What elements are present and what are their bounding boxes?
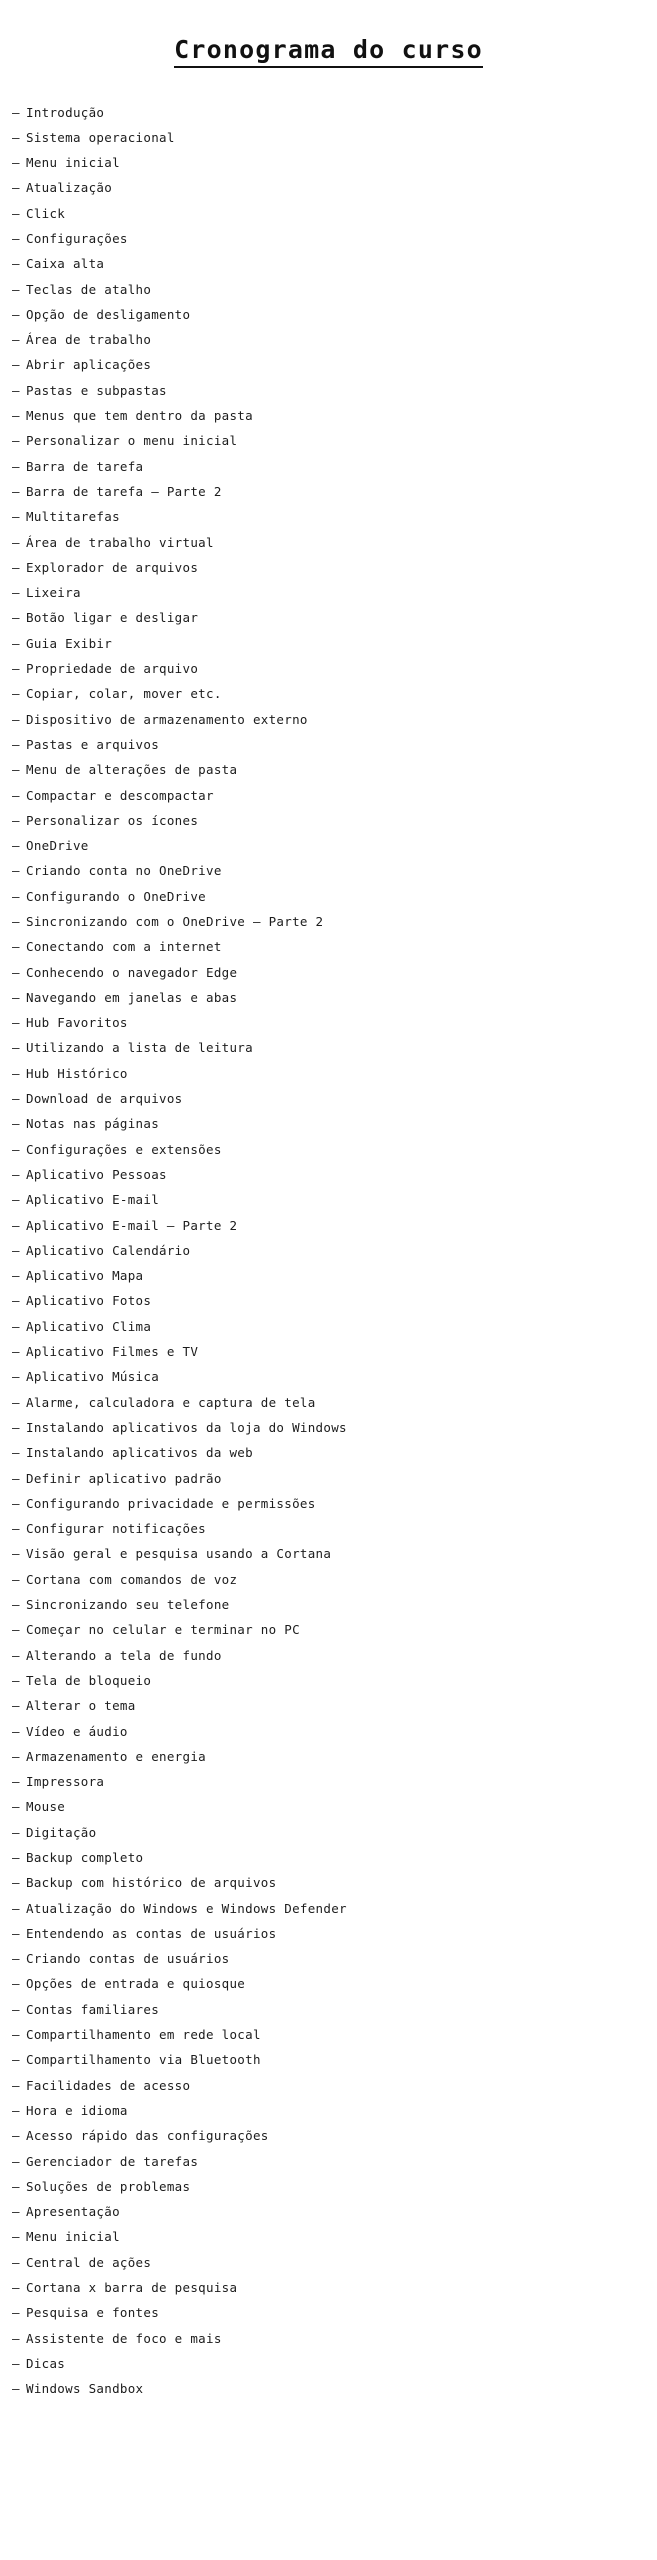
bullet-dash: – (12, 1217, 20, 1233)
bullet-dash: – (12, 230, 20, 246)
list-item-label: Compartilhamento em rede local (26, 2027, 261, 2043)
list-item-label: Copiar, colar, mover etc. (26, 686, 222, 702)
list-item-label: Compartilhamento via Bluetooth (26, 2052, 261, 2068)
bullet-dash: – (12, 2001, 20, 2017)
bullet-dash: – (12, 711, 20, 727)
bullet-dash: – (12, 1571, 20, 1587)
list-item (12, 435, 657, 460)
list-item-label: Aplicativo Fotos (26, 1293, 152, 1309)
list-item (12, 711, 657, 739)
bullet-dash: – (12, 1976, 20, 1992)
list-item-label: Aplicativo Filmes e TV (26, 1344, 199, 1360)
list-item (12, 736, 657, 764)
bullet-dash: – (12, 1900, 20, 1916)
list-item (12, 1318, 657, 1346)
bullet-dash: – (12, 610, 20, 626)
bullet-dash: – (12, 1268, 20, 1284)
list-item-label: Menu inicial (26, 2229, 120, 2245)
list-item (12, 1419, 657, 1447)
bullet-dash: – (12, 1065, 20, 1081)
list-item (12, 612, 657, 637)
list-item-label: Configurações (26, 230, 128, 246)
list-item-label: Menu de alterações de pasta (26, 762, 238, 778)
list-item-label: Explorador de arquivos (26, 559, 199, 575)
course-schedule-list (0, 104, 657, 2409)
list-item-label: Multitarefas (26, 509, 120, 525)
list-item-label: Área de trabalho (26, 332, 152, 348)
list-item-label: Gerenciador de tarefas (26, 2153, 199, 2169)
list-item-label: Utilizando a lista de leitura (26, 1040, 253, 1056)
list-item (12, 587, 657, 612)
list-item (12, 1978, 657, 2003)
bullet-dash: – (12, 1394, 20, 1410)
bullet-dash: – (12, 433, 20, 449)
list-item (12, 1295, 657, 1320)
list-item (12, 534, 657, 562)
bullet-dash: – (12, 1141, 20, 1157)
list-item (12, 840, 657, 865)
list-item (12, 2130, 657, 2155)
list-item (12, 941, 657, 966)
bullet-dash: – (12, 180, 20, 196)
bullet-dash: – (12, 559, 20, 575)
list-item-label: Contas familiares (26, 2001, 160, 2017)
list-item (12, 410, 657, 435)
bullet-dash: – (12, 357, 20, 373)
list-item (12, 2231, 657, 2256)
list-item-label: Hub Favoritos (26, 1015, 128, 1031)
list-item-label: Abrir aplicações (26, 357, 152, 373)
bullet-dash: – (12, 1875, 20, 1891)
bullet-dash: – (12, 509, 20, 525)
list-item (12, 334, 657, 359)
list-item-label: Começar no celular e terminar no PC (26, 1622, 300, 1638)
bullet-dash: – (12, 2330, 20, 2346)
page-title-container (0, 18, 657, 85)
list-item-label: Alarme, calculadora e captura de tela (26, 1394, 316, 1410)
list-item-label: Aplicativo Pessoas (26, 1166, 167, 1182)
list-item-label: Criando conta no OneDrive (26, 863, 222, 879)
list-item (12, 1194, 657, 1219)
list-item-label: Tela de bloqueio (26, 1672, 152, 1688)
bullet-dash: – (12, 1774, 20, 1790)
list-item (12, 1495, 657, 1523)
list-item-label: Windows Sandbox (26, 2381, 144, 2397)
bullet-dash: – (12, 762, 20, 778)
bullet-dash: – (12, 1293, 20, 1309)
list-item-label: Aplicativo Mapa (26, 1268, 144, 1284)
list-item-label: Personalizar o menu inicial (26, 433, 238, 449)
list-item-label: Sincronizando seu telefone (26, 1597, 230, 1613)
bullet-dash: – (12, 2052, 20, 2068)
bullet-dash: – (12, 1521, 20, 1537)
list-item-label: Navegando em janelas e abas (26, 989, 238, 1005)
bullet-dash: – (12, 1597, 20, 1613)
bullet-dash: – (12, 155, 20, 171)
list-item (12, 129, 657, 157)
bullet-dash: – (12, 1951, 20, 1967)
bullet-dash: – (12, 1470, 20, 1486)
bullet-dash: – (12, 989, 20, 1005)
list-item-label: Atualização do Windows e Windows Defender (26, 1900, 347, 1916)
list-item (12, 1548, 657, 1573)
list-item (12, 1217, 657, 1245)
list-item (12, 1346, 657, 1371)
list-item-label: Hora e idioma (26, 2102, 128, 2118)
bullet-dash: – (12, 2204, 20, 2220)
list-item-label: Instalando aplicativos da loja do Windows (26, 1419, 347, 1435)
bullet-dash: – (12, 281, 20, 297)
list-item (12, 258, 657, 283)
list-item-label: Vídeo e áudio (26, 1723, 128, 1739)
bullet-dash: – (12, 812, 20, 828)
list-item-label: Botão ligar e desligar (26, 610, 199, 626)
list-item (12, 764, 657, 789)
list-item-label: OneDrive (26, 838, 89, 854)
list-item-label: Teclas de atalho (26, 281, 152, 297)
bullet-dash: – (12, 1344, 20, 1360)
list-item-label: Hub Histórico (26, 1065, 128, 1081)
list-item-label: Guia Exibir (26, 635, 113, 651)
list-item (12, 1824, 657, 1852)
list-item (12, 1953, 657, 1978)
bullet-dash: – (12, 1419, 20, 1435)
list-item-label: Pesquisa e fontes (26, 2305, 160, 2321)
list-item (12, 635, 657, 663)
list-item-label: Impressora (26, 1774, 105, 1790)
list-item (12, 1849, 657, 1877)
bullet-dash: – (12, 1369, 20, 1385)
list-item (12, 1065, 657, 1093)
list-item-label: Facilidades de acesso (26, 2077, 191, 2093)
bullet-dash: – (12, 2355, 20, 2371)
list-item (12, 281, 657, 309)
bullet-dash: – (12, 585, 20, 601)
list-item (12, 1093, 657, 1118)
list-item (12, 1900, 657, 1928)
list-item (12, 1624, 657, 1649)
list-item (12, 205, 657, 233)
list-item-label: Dicas (26, 2355, 66, 2371)
bullet-dash: – (12, 2153, 20, 2169)
bullet-dash: – (12, 256, 20, 272)
list-item-label: Compactar e descompactar (26, 787, 214, 803)
list-item-label: Digitação (26, 1824, 97, 1840)
list-item-label: Backup completo (26, 1849, 144, 1865)
list-item (12, 812, 657, 840)
list-item-label: Alterando a tela de fundo (26, 1647, 222, 1663)
list-item-label: Pastas e arquivos (26, 736, 160, 752)
bullet-dash: – (12, 939, 20, 955)
bullet-dash: – (12, 1849, 20, 1865)
list-item (12, 888, 657, 916)
bullet-dash: – (12, 332, 20, 348)
list-item-label: Criando contas de usuários (26, 1951, 230, 1967)
list-item (12, 104, 657, 132)
list-item (12, 359, 657, 384)
list-item (12, 2330, 657, 2358)
list-item-label: Dispositivo de armazenamento externo (26, 711, 308, 727)
list-item-label: Definir aplicativo padrão (26, 1470, 222, 1486)
bullet-dash: – (12, 104, 20, 120)
list-item (12, 688, 657, 713)
list-item-label: Armazenamento e energia (26, 1748, 206, 1764)
bullet-dash: – (12, 914, 20, 929)
list-item-label: Conectando com a internet (26, 939, 222, 955)
list-item (12, 1270, 657, 1295)
list-item (12, 458, 657, 486)
list-item (12, 230, 657, 258)
list-item-label: Opções de entrada e quiosque (26, 1976, 246, 1992)
list-item (12, 1470, 657, 1498)
bullet-dash: – (12, 2102, 20, 2118)
list-item (12, 559, 657, 587)
bullet-dash: – (12, 2381, 20, 2397)
list-item-label: Atualização (26, 180, 113, 196)
list-item (12, 1723, 657, 1751)
bullet-dash: – (12, 686, 20, 702)
list-item (12, 511, 657, 536)
bullet-dash: – (12, 1116, 20, 1132)
list-item-label: Propriedade de arquivo (26, 661, 199, 677)
list-item (12, 1599, 657, 1624)
bullet-dash: – (12, 1242, 20, 1258)
list-item (12, 1877, 657, 1902)
list-item-label: Aplicativo E-mail – Parte 2 (26, 1217, 238, 1233)
list-item-label: Aplicativo Clima (26, 1318, 152, 1334)
list-item (12, 2054, 657, 2079)
list-item (12, 182, 657, 207)
bullet-dash: – (12, 635, 20, 651)
list-item (12, 483, 657, 511)
list-item (12, 2254, 657, 2282)
list-item-label: Alterar o tema (26, 1698, 136, 1714)
bullet-dash: – (12, 736, 20, 752)
list-item (12, 1394, 657, 1422)
list-item (12, 2307, 657, 2332)
bullet-dash: – (12, 483, 20, 499)
list-item (12, 989, 657, 1017)
list-item-label: Aplicativo Música (26, 1369, 160, 1385)
bullet-dash: – (12, 2128, 20, 2144)
list-item (12, 1925, 657, 1953)
bullet-dash: – (12, 1622, 20, 1638)
bullet-dash: – (12, 888, 20, 904)
list-item (12, 2355, 657, 2383)
list-item (12, 1447, 657, 1472)
bullet-dash: – (12, 1166, 20, 1182)
bullet-dash: – (12, 2027, 20, 2043)
list-item (12, 1141, 657, 1169)
bullet-dash: – (12, 1925, 20, 1941)
bullet-dash: – (12, 534, 20, 550)
bullet-dash: – (12, 1445, 20, 1461)
bullet-dash: – (12, 787, 20, 803)
list-item (12, 2206, 657, 2231)
list-item-label: Caixa alta (26, 256, 105, 272)
list-item (12, 1118, 657, 1143)
list-item (12, 1571, 657, 1599)
list-item-label: Conhecendo o navegador Edge (26, 964, 238, 980)
list-item-label: Configurando o OneDrive (26, 888, 206, 904)
list-item (12, 1700, 657, 1725)
list-item (12, 1672, 657, 1700)
list-item (12, 1242, 657, 1270)
bullet-dash: – (12, 863, 20, 879)
list-item (12, 1166, 657, 1194)
list-item-label: Configurar notificações (26, 1521, 206, 1537)
list-item-label: Entendendo as contas de usuários (26, 1925, 277, 1941)
bullet-dash: – (12, 661, 20, 677)
list-item (12, 1017, 657, 1042)
bullet-dash: – (12, 2229, 20, 2245)
list-item (12, 2153, 657, 2181)
list-item (12, 964, 657, 992)
bullet-dash: – (12, 1192, 20, 1208)
list-item (12, 1042, 657, 1067)
list-item-label: Visão geral e pesquisa usando a Cortana (26, 1546, 332, 1562)
list-item (12, 306, 657, 334)
list-item (12, 2077, 657, 2105)
bullet-dash: – (12, 2280, 20, 2296)
bullet-dash: – (12, 2305, 20, 2321)
list-item-label: Menus que tem dentro da pasta (26, 408, 253, 424)
bullet-dash: – (12, 1091, 20, 1107)
bullet-dash: – (12, 382, 20, 398)
list-item-label: Configurando privacidade e permissões (26, 1495, 316, 1511)
list-item-label: Área de trabalho virtual (26, 534, 214, 550)
list-item-label: Aplicativo E-mail (26, 1192, 160, 1208)
list-item (12, 916, 657, 941)
list-item-label: Cortana com comandos de voz (26, 1571, 238, 1587)
bullet-dash: – (12, 1672, 20, 1688)
list-item-label: Cortana x barra de pesquisa (26, 2280, 238, 2296)
bullet-dash: – (12, 1748, 20, 1764)
list-item-label: Central de ações (26, 2254, 152, 2270)
list-item-label: Download de arquivos (26, 1091, 183, 1107)
list-item-label: Apresentação (26, 2204, 120, 2220)
list-item (12, 2282, 657, 2307)
list-item (12, 1801, 657, 1826)
list-item-label: Sincronizando com o OneDrive – Parte 2 (26, 914, 324, 929)
list-item (12, 2383, 657, 2408)
list-item-label: Lixeira (26, 585, 81, 601)
list-item-label: Configurações e extensões (26, 1141, 222, 1157)
list-item-label: Assistente de foco e mais (26, 2330, 222, 2346)
list-item-label: Soluções de problemas (26, 2178, 191, 2194)
list-item (12, 382, 657, 410)
list-item (12, 1523, 657, 1548)
list-item-label: Pastas e subpastas (26, 382, 167, 398)
list-item-label: Acesso rápido das configurações (26, 2128, 269, 2144)
list-item-label: Instalando aplicativos da web (26, 1445, 253, 1461)
list-item-label: Mouse (26, 1799, 66, 1815)
bullet-dash: – (12, 1318, 20, 1334)
bullet-dash: – (12, 838, 20, 854)
list-item (12, 157, 657, 182)
bullet-dash: – (12, 2254, 20, 2270)
list-item-label: Notas nas páginas (26, 1116, 160, 1132)
list-item-label: Backup com histórico de arquivos (26, 1875, 277, 1891)
list-item (12, 663, 657, 688)
bullet-dash: – (12, 1015, 20, 1031)
bullet-dash: – (12, 2178, 20, 2194)
list-item-label: Click (26, 205, 66, 221)
bullet-dash: – (12, 1495, 20, 1511)
bullet-dash: – (12, 1698, 20, 1714)
bullet-dash: – (12, 129, 20, 145)
list-item-label: Barra de tarefa – Parte 2 (26, 483, 222, 499)
bullet-dash: – (12, 205, 20, 221)
list-item-label: Barra de tarefa (26, 458, 144, 474)
list-item (12, 2001, 657, 2029)
bullet-dash: – (12, 1546, 20, 1562)
page-title: Cronograma do curso (174, 35, 483, 68)
list-item-label: Introdução (26, 104, 105, 120)
list-item (12, 2178, 657, 2206)
bullet-dash: – (12, 1040, 20, 1056)
bullet-dash: – (12, 1723, 20, 1739)
list-item (12, 865, 657, 890)
list-item-label: Sistema operacional (26, 129, 175, 145)
bullet-dash: – (12, 408, 20, 424)
bullet-dash: – (12, 306, 20, 322)
list-item (12, 2029, 657, 2054)
list-item (12, 1647, 657, 1675)
list-item-label: Aplicativo Calendário (26, 1242, 191, 1258)
list-item (12, 787, 657, 815)
bullet-dash: – (12, 964, 20, 980)
list-item-label: Opção de desligamento (26, 306, 191, 322)
list-item (12, 1776, 657, 1801)
bullet-dash: – (12, 1647, 20, 1663)
list-item (12, 1748, 657, 1776)
bullet-dash: – (12, 2077, 20, 2093)
list-item-label: Menu inicial (26, 155, 120, 171)
bullet-dash: – (12, 1799, 20, 1815)
list-item (12, 1371, 657, 1396)
bullet-dash: – (12, 1824, 20, 1840)
bullet-dash: – (12, 458, 20, 474)
list-item-label: Personalizar os ícones (26, 812, 199, 828)
list-item (12, 2102, 657, 2130)
